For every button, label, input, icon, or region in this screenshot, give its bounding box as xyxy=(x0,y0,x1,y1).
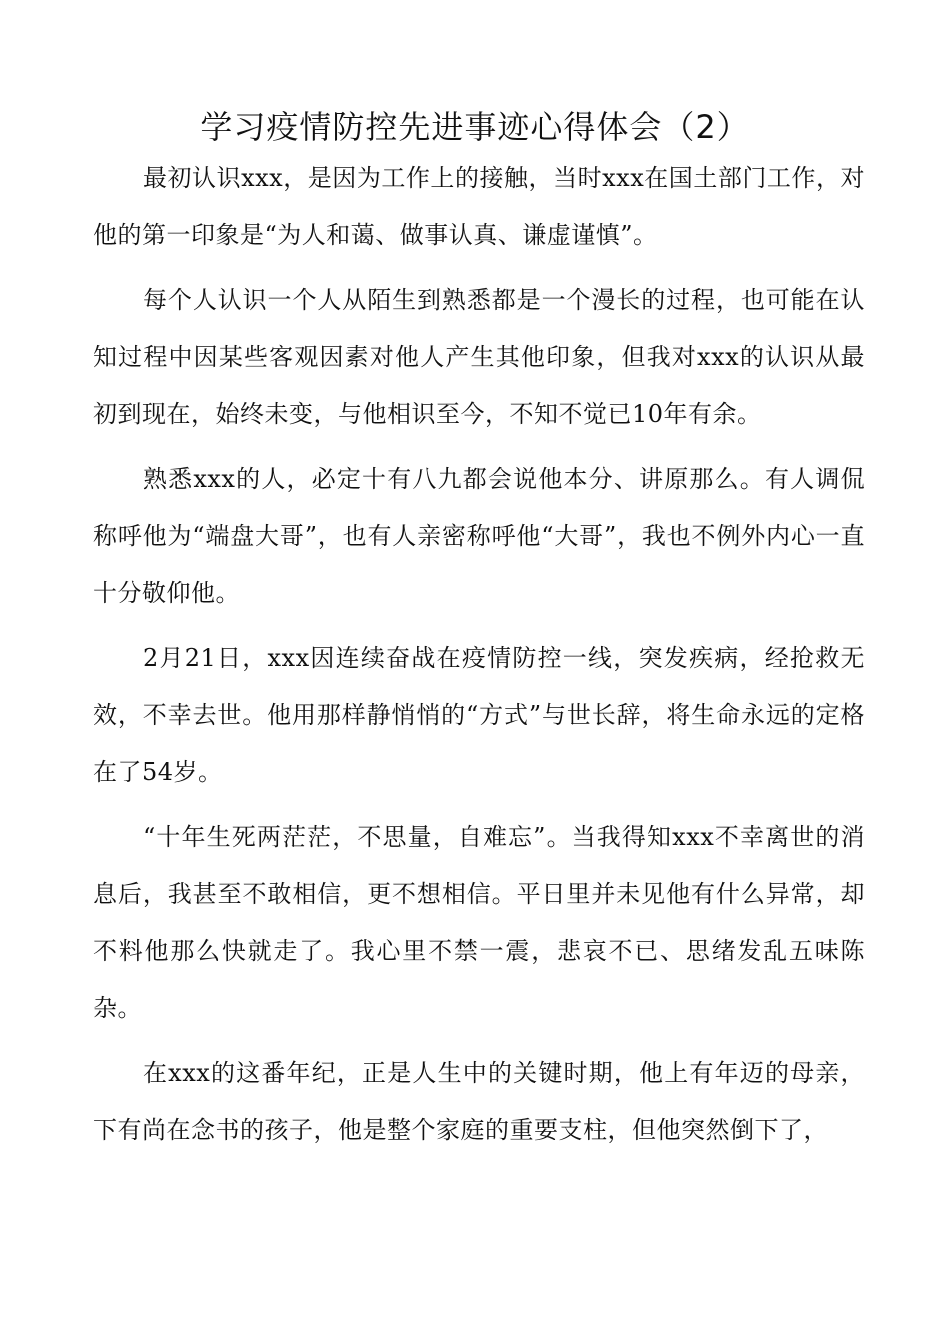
paragraph-4: 2月21日，xxx因连续奋战在疫情防控一线，突发疾病，经抢救无效，不幸去世。他用那样静悄悄的“方式”与世长辞，将生命永远的定格在了54岁。 xyxy=(93,644,865,786)
paragraph-3: 熟悉xxx的人，必定十有八九都会说他本分、讲原那么。有人调侃称呼他为“端盘大哥”，也有人亲密称呼他“大哥”，我也不例外内心一直十分敬仰他。 xyxy=(93,465,865,607)
paragraph-1: 最初认识xxx，是因为工作上的接触，当时xxx在国土部门工作，对他的第一印象是“为人和蔼、做事认真、谦虚谨慎”。 xyxy=(93,164,865,249)
document-title: 学习疫情防控先进事迹心得体会（2） xyxy=(200,108,750,146)
paragraph-5: “十年生死两茫茫，不思量，自难忘”。当我得知xxx不幸离世的消息后，我甚至不敢相信，更不想相信。平日里并未见他有什么异常，却不料他那么快就走了。我心里不禁一震，悲哀不已、思绪发乱五味陈杂。 xyxy=(93,823,865,1022)
paragraph-6: 在xxx的这番年纪，正是人生中的关键时期，他上有年迈的母亲，下有尚在念书的孩子，他是整个家庭的重要支柱，但他突然倒下了， xyxy=(93,1059,865,1144)
document-body xyxy=(93,150,865,1167)
paragraph-2: 每个人认识一个人从陌生到熟悉都是一个漫长的过程，也可能在认知过程中因某些客观因素对他人产生其他印象，但我对xxx的认识从最初到现在，始终未变，与他相识至今，不知不觉已10年有余。 xyxy=(93,286,865,428)
